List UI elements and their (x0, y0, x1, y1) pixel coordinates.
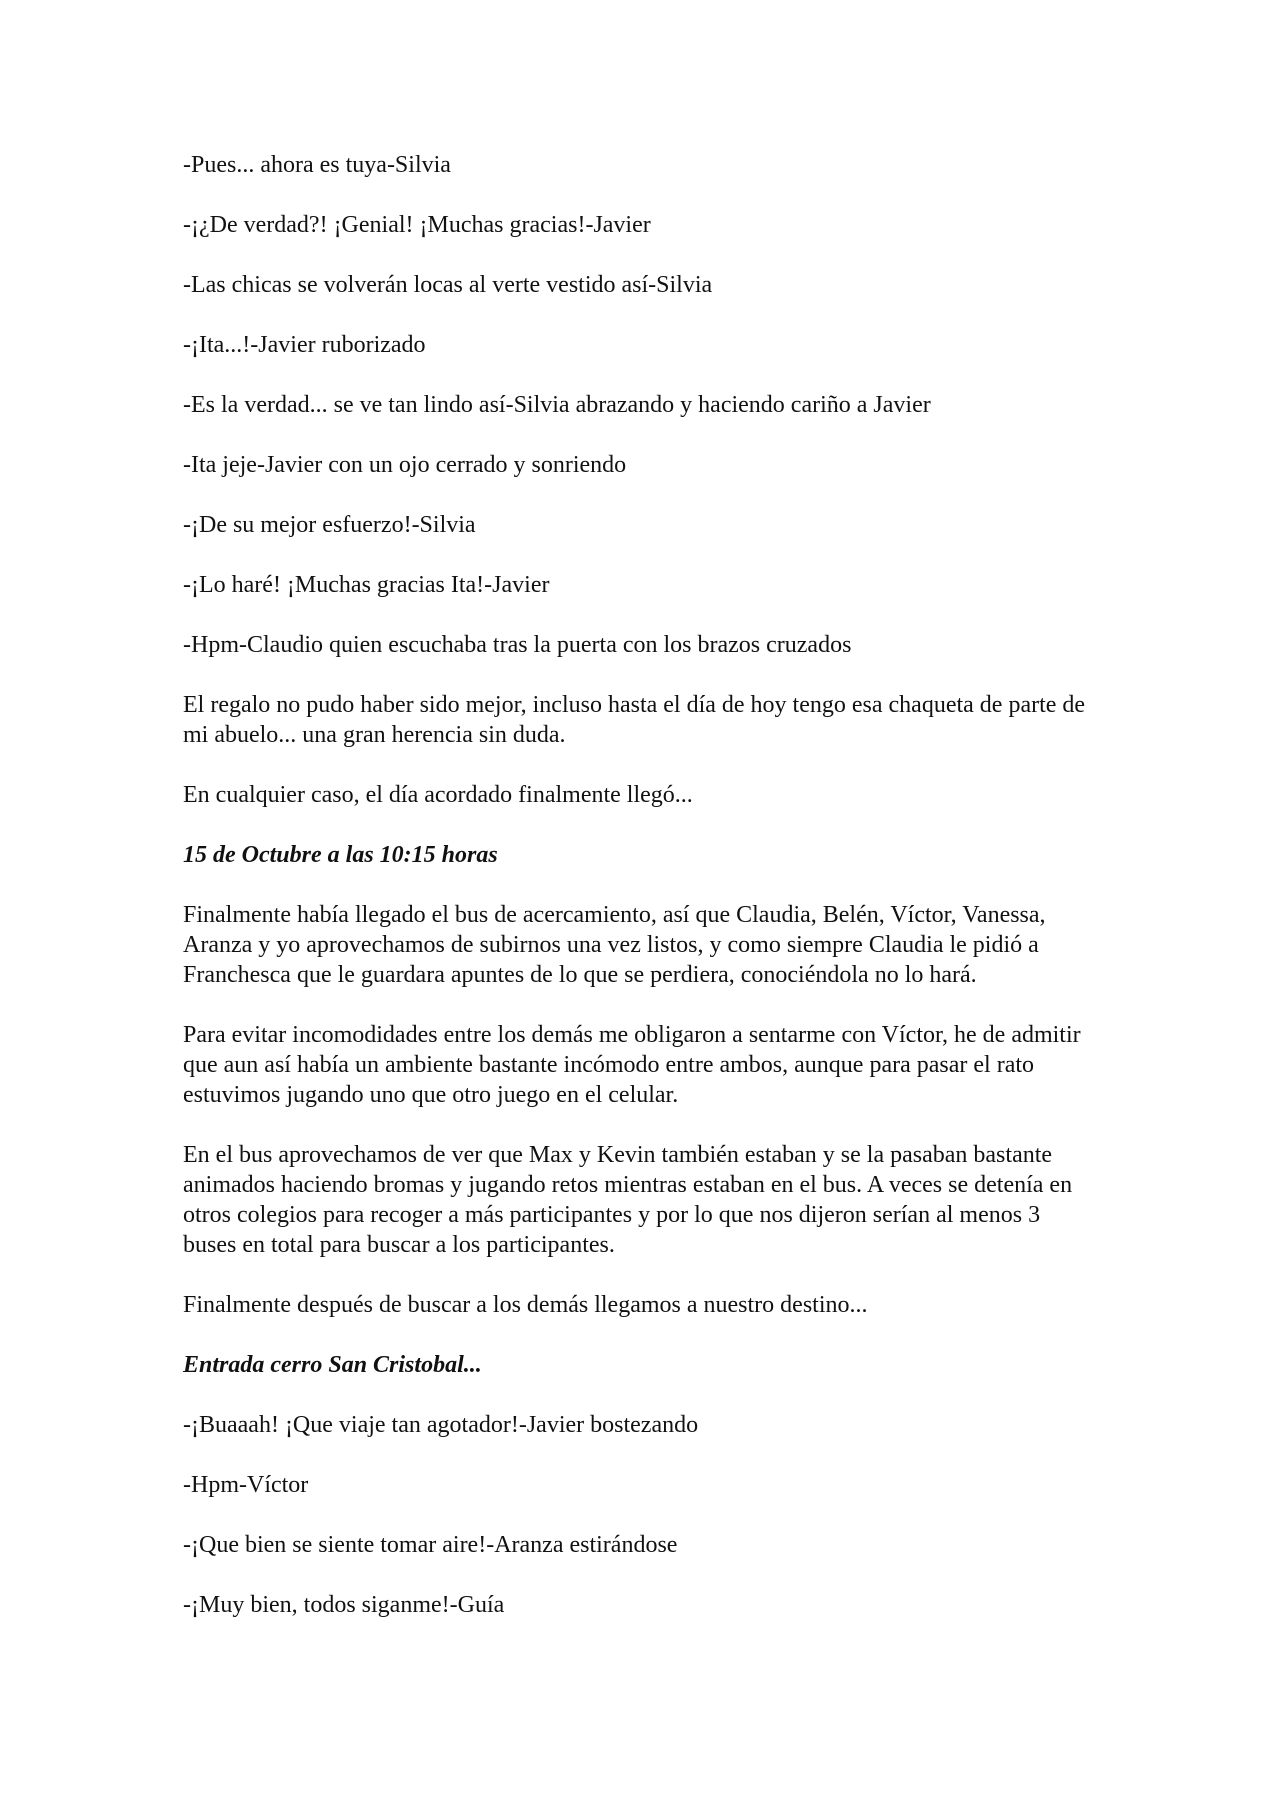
section-heading-location: Entrada cerro San Cristobal... (183, 1352, 482, 1378)
narrative-paragraph: En cualquier caso, el día acordado finalmente llegó... (183, 782, 693, 808)
narrative-paragraph: Finalmente había llegado el bus de acercamiento, así que Claudia, Belén, Víctor, Vanessa, Aranza y yo aprovechamos de subirnos una vez listos, y como siempre Claudia le pidió a Franchesca que le guardara apuntes de lo que se perdiera, conociéndola no lo hará. (183, 902, 1046, 988)
section-heading-date: 15 de Octubre a las 10:15 horas (183, 842, 498, 868)
narrative-paragraph: Finalmente después de buscar a los demás llegamos a nuestro destino... (183, 1292, 868, 1318)
dialogue-line: -Es la verdad... se ve tan lindo así-Silvia abrazando y haciendo cariño a Javier (183, 392, 931, 418)
dialogue-line: -Pues... ahora es tuya-Silvia (183, 152, 451, 178)
dialogue-line: -¡¿De verdad?! ¡Genial! ¡Muchas gracias!-Javier (183, 212, 651, 238)
dialogue-line: -¡Buaaah! ¡Que viaje tan agotador!-Javier bostezando (183, 1412, 699, 1438)
dialogue-line: -Ita jeje-Javier con un ojo cerrado y sonriendo (183, 452, 627, 478)
dialogue-line: -¡Ita...!-Javier ruborizado (183, 332, 426, 358)
dialogue-line: -¡Muy bien, todos siganme!-Guía (183, 1592, 505, 1618)
narrative-paragraph: Para evitar incomodidades entre los demás me obligaron a sentarme con Víctor, he de admitir que aun así había un ambiente bastante incómodo entre ambos, aunque para pasar el rato estuvimos jugando uno que otro juego en el celular. (183, 1022, 1081, 1108)
narrative-paragraph: En el bus aprovechamos de ver que Max y Kevin también estaban y se la pasaban bastante animados haciendo bromas y jugando retos mientras estaban en el bus. A veces se detenía en otros colegios para recoger a más participantes y por lo que nos dijeron serían al menos 3 buses en total para buscar a los participantes. (183, 1142, 1073, 1258)
dialogue-line: -¡Que bien se siente tomar aire!-Aranza estirándose (183, 1532, 678, 1558)
dialogue-line: -Hpm-Claudio quien escuchaba tras la puerta con los brazos cruzados (183, 632, 852, 658)
dialogue-line: -Hpm-Víctor (183, 1472, 309, 1498)
document-body (183, 150, 1098, 1650)
narrative-paragraph: El regalo no pudo haber sido mejor, incluso hasta el día de hoy tengo esa chaqueta de parte de mi abuelo... una gran herencia sin duda. (183, 692, 1086, 748)
dialogue-line: -¡Lo haré! ¡Muchas gracias Ita!-Javier (183, 572, 550, 598)
dialogue-line: -¡De su mejor esfuerzo!-Silvia (183, 512, 476, 538)
dialogue-line: -Las chicas se volverán locas al verte vestido así-Silvia (183, 272, 713, 298)
